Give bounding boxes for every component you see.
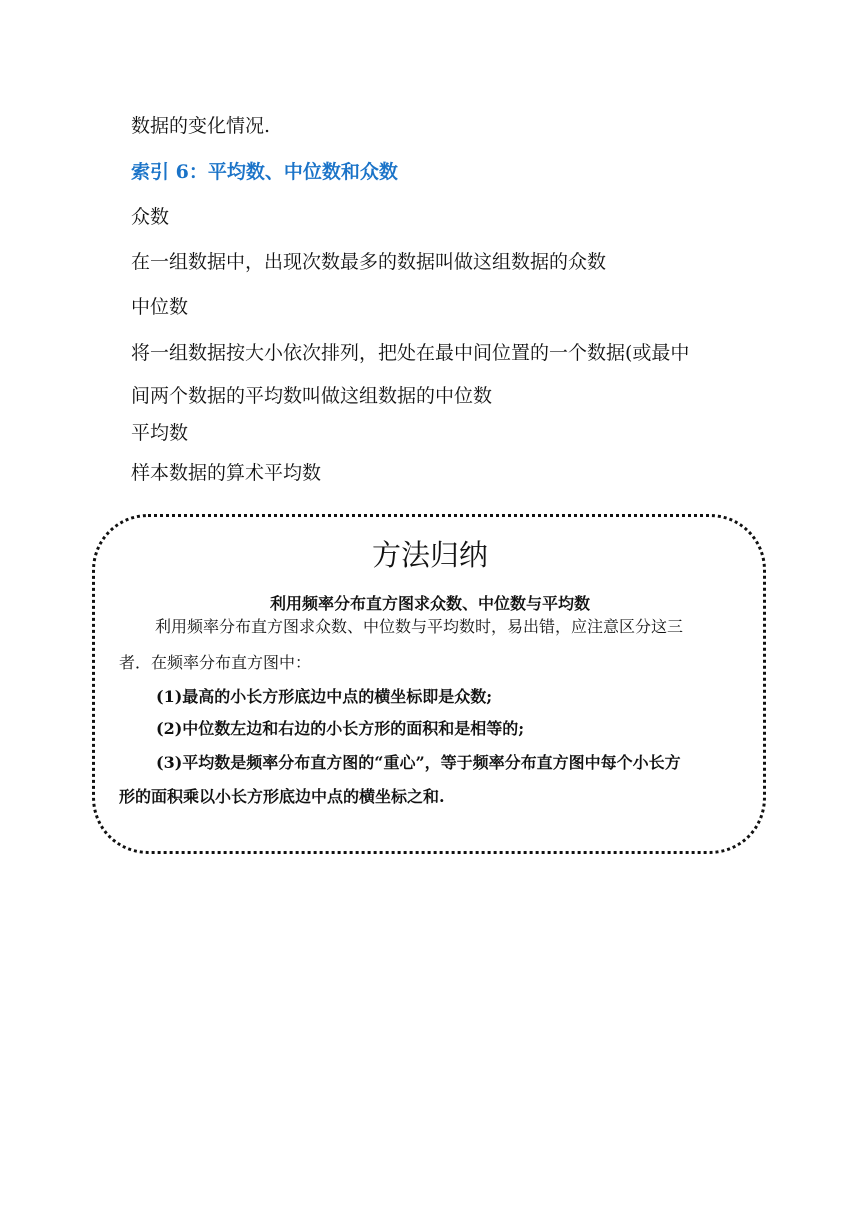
mode-definition: 在一组数据中，出现次数最多的数据叫做这组数据的众数 xyxy=(131,251,607,273)
mean-definition: 样本数据的算术平均数 xyxy=(131,462,322,484)
mode-term: 众数 xyxy=(131,206,170,228)
method-intro-line2: 者．在频率分布直方图中： xyxy=(119,653,312,672)
method-box-title: 方法归纳 xyxy=(371,538,488,572)
method-box-subtitle: 利用频率分布直方图求众数、中位数与平均数 xyxy=(269,594,590,613)
method-item-3-line1: (3)平均数是频率分布直方图的“重心”，等于频率分布直方图中每个小长方 xyxy=(156,753,681,772)
method-item-1: (1)最高的小长方形底边中点的横坐标即是众数; xyxy=(156,687,493,706)
method-item-3-line2: 形的面积乘以小长方形底边中点的横坐标之和. xyxy=(119,787,445,806)
section-heading: 索引 6：平均数、中位数和众数 xyxy=(131,161,398,183)
mean-term: 平均数 xyxy=(131,422,189,444)
method-item-2: (2)中位数左边和右边的小长方形的面积和是相等的; xyxy=(156,719,525,738)
method-intro-line1: 利用频率分布直方图求众数、中位数与平均数时，易出错，应注意区分这三 xyxy=(155,617,684,636)
intro-text: 数据的变化情况. xyxy=(131,115,271,137)
median-definition-line1: 将一组数据按大小依次排列，把处在最中间位置的一个数据(或最中 xyxy=(131,342,690,364)
median-term: 中位数 xyxy=(131,296,189,318)
median-definition-line2: 间两个数据的平均数叫做这组数据的中位数 xyxy=(131,385,493,407)
